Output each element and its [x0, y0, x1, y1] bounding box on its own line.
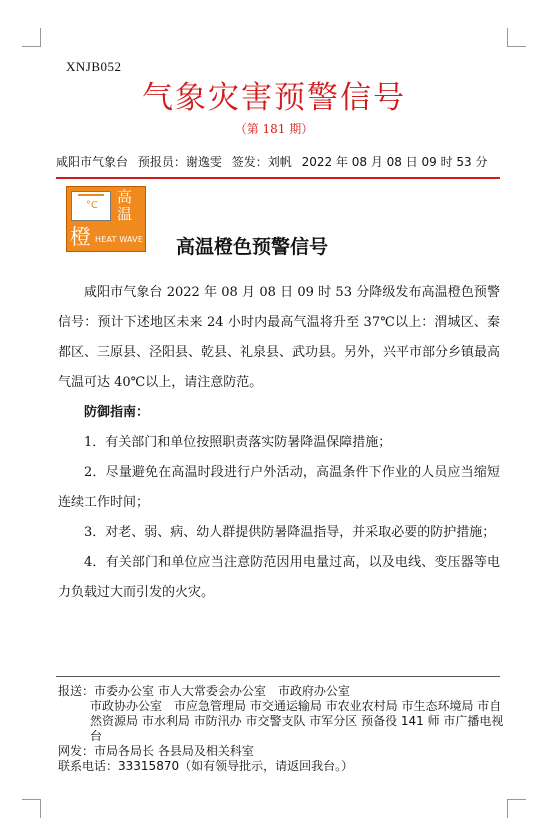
- announcement-paragraph: 咸阳市气象台 2022 年 08 月 08 日 09 时 53 分降级发布高温橙色预警信号：预计下述地区未来 24 小时内最高气温将升至 37℃以上：渭城区、秦都区、三原县、泾阳县、乾县、礼泉县、武功县。另外，兴平市部分乡镇最高气温可达 40℃以上，请注意防范。: [58, 285, 501, 390]
- icon-caption: HEAT WAVE: [95, 235, 144, 244]
- guide-item: 1．有关部门和单位按照职责落实防暑降温保障措施；: [84, 435, 392, 450]
- distribution-footer: [58, 684, 504, 774]
- guide-item: 3．对老、弱、病、幼人群提供防暑降温指导，并采取必要的防护措施；: [84, 525, 496, 540]
- guide-item: 2．尽量避免在高温时段进行户外活动，高温条件下作业的人员应当缩短连续工作时间；: [58, 465, 500, 510]
- issuer-line: [56, 153, 494, 170]
- reporter: 预报员：谢逸雯: [137, 155, 222, 169]
- footer-divider: [56, 676, 500, 677]
- issue-number: （第 181 期）: [234, 122, 314, 136]
- header-divider: [56, 177, 500, 179]
- issue-datetime: 2022 年 08 月 08 日 09 时 53 分: [301, 155, 488, 169]
- guide-item: 4．有关部门和单位应当注意防范因用电量过高，以及电线、变压器等电力负载过大而引发的火灾。: [58, 555, 500, 600]
- network-row: 网发： 市局各局长 各县局及相关科室: [58, 744, 254, 758]
- icon-char-high: 高: [117, 188, 133, 206]
- signer: 签发：刘帆: [231, 155, 292, 169]
- document-body: [58, 278, 500, 608]
- crop-mark-bottom-right: [507, 799, 526, 818]
- crop-mark-top-left: [22, 28, 41, 47]
- report-to-continued: 市政协办公室 市应急管理局 市交通运输局 市农业农村局 市生态环境局 市自然资源局 市水利局 市防汛办 市交警支队 市军分区 预备役 141 师 市广播电视台: [90, 699, 504, 743]
- crop-mark-bottom-left: [22, 799, 41, 818]
- document-code: XNJB052: [66, 59, 122, 74]
- signal-title: 高温橙色预警信号: [176, 236, 329, 258]
- heat-wave-orange-icon: [66, 186, 146, 252]
- guide-heading: 防御指南：: [84, 405, 150, 420]
- page-title: 气象灾害预警信号: [142, 80, 406, 116]
- report-to-row: 报送： 市委办公室 市人大常委会办公室 市政府办公室: [58, 684, 350, 698]
- issuer: 咸阳市气象台: [56, 155, 129, 169]
- crop-mark-top-right: [507, 28, 526, 47]
- phone-row: 联系电话： 33315870（如有领导批示，请返回我台。）: [58, 759, 354, 773]
- icon-char-orange: 橙: [70, 225, 91, 249]
- thermometer-icon: °C: [71, 191, 111, 221]
- icon-char-temp: 温: [117, 205, 133, 223]
